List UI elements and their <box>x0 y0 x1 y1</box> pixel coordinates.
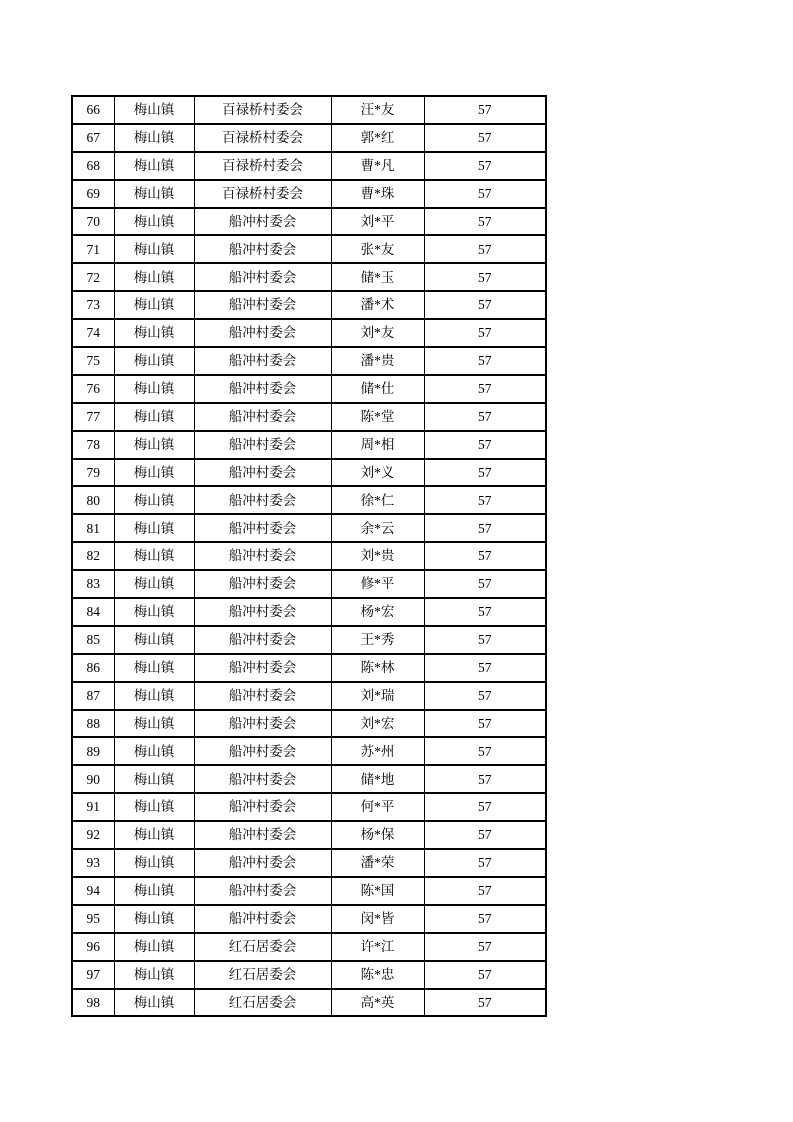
table-row <box>72 486 546 514</box>
cell-serial-number: 92 <box>72 821 114 849</box>
cell-village-committee: 船冲村委会 <box>194 403 331 431</box>
cell-town: 梅山镇 <box>114 152 194 180</box>
cell-value: 57 <box>424 319 546 347</box>
cell-person-name: 闵*皆 <box>331 905 424 933</box>
cell-person-name: 杨*宏 <box>331 598 424 626</box>
cell-serial-number: 85 <box>72 626 114 654</box>
table-row <box>72 514 546 542</box>
cell-village-committee: 船冲村委会 <box>194 570 331 598</box>
cell-village-committee: 船冲村委会 <box>194 319 331 347</box>
cell-village-committee: 船冲村委会 <box>194 486 331 514</box>
cell-village-committee: 船冲村委会 <box>194 208 331 236</box>
cell-serial-number: 88 <box>72 710 114 738</box>
cell-person-name: 何*平 <box>331 793 424 821</box>
cell-value: 57 <box>424 96 546 124</box>
cell-person-name: 修*平 <box>331 570 424 598</box>
table-row <box>72 347 546 375</box>
table-row <box>72 263 546 291</box>
cell-serial-number: 94 <box>72 877 114 905</box>
cell-serial-number: 72 <box>72 263 114 291</box>
cell-village-committee: 船冲村委会 <box>194 710 331 738</box>
cell-person-name: 郭*红 <box>331 124 424 152</box>
cell-value: 57 <box>424 263 546 291</box>
cell-value: 57 <box>424 542 546 570</box>
cell-town: 梅山镇 <box>114 431 194 459</box>
cell-village-committee: 船冲村委会 <box>194 821 331 849</box>
cell-serial-number: 69 <box>72 180 114 208</box>
cell-value: 57 <box>424 486 546 514</box>
table-row <box>72 877 546 905</box>
cell-person-name: 陈*林 <box>331 654 424 682</box>
table-row <box>72 793 546 821</box>
cell-village-committee: 船冲村委会 <box>194 877 331 905</box>
cell-value: 57 <box>424 877 546 905</box>
cell-person-name: 徐*仁 <box>331 486 424 514</box>
cell-serial-number: 95 <box>72 905 114 933</box>
cell-value: 57 <box>424 989 546 1017</box>
cell-value: 57 <box>424 124 546 152</box>
cell-person-name: 储*地 <box>331 765 424 793</box>
table-row <box>72 654 546 682</box>
cell-village-committee: 百禄桥村委会 <box>194 124 331 152</box>
cell-town: 梅山镇 <box>114 710 194 738</box>
cell-town: 梅山镇 <box>114 989 194 1017</box>
cell-town: 梅山镇 <box>114 570 194 598</box>
cell-town: 梅山镇 <box>114 793 194 821</box>
cell-town: 梅山镇 <box>114 821 194 849</box>
cell-village-committee: 红石居委会 <box>194 933 331 961</box>
cell-village-committee: 船冲村委会 <box>194 654 331 682</box>
cell-person-name: 潘*贵 <box>331 347 424 375</box>
cell-serial-number: 93 <box>72 849 114 877</box>
cell-serial-number: 83 <box>72 570 114 598</box>
cell-town: 梅山镇 <box>114 654 194 682</box>
cell-person-name: 曹*珠 <box>331 180 424 208</box>
cell-value: 57 <box>424 208 546 236</box>
table-row <box>72 542 546 570</box>
cell-value: 57 <box>424 598 546 626</box>
table-row <box>72 821 546 849</box>
table-row <box>72 849 546 877</box>
table-row <box>72 989 546 1017</box>
cell-town: 梅山镇 <box>114 235 194 263</box>
cell-town: 梅山镇 <box>114 598 194 626</box>
cell-person-name: 杨*保 <box>331 821 424 849</box>
table-row <box>72 682 546 710</box>
cell-value: 57 <box>424 459 546 487</box>
cell-serial-number: 86 <box>72 654 114 682</box>
cell-town: 梅山镇 <box>114 403 194 431</box>
cell-village-committee: 船冲村委会 <box>194 682 331 710</box>
table-row <box>72 96 546 124</box>
cell-person-name: 刘*贵 <box>331 542 424 570</box>
cell-serial-number: 97 <box>72 961 114 989</box>
cell-serial-number: 81 <box>72 514 114 542</box>
table-row <box>72 235 546 263</box>
cell-value: 57 <box>424 793 546 821</box>
cell-person-name: 储*玉 <box>331 263 424 291</box>
cell-person-name: 陈*堂 <box>331 403 424 431</box>
cell-village-committee: 船冲村委会 <box>194 375 331 403</box>
cell-value: 57 <box>424 347 546 375</box>
cell-town: 梅山镇 <box>114 347 194 375</box>
cell-value: 57 <box>424 403 546 431</box>
cell-town: 梅山镇 <box>114 933 194 961</box>
cell-person-name: 陈*忠 <box>331 961 424 989</box>
cell-serial-number: 68 <box>72 152 114 180</box>
cell-value: 57 <box>424 849 546 877</box>
cell-serial-number: 78 <box>72 431 114 459</box>
cell-town: 梅山镇 <box>114 877 194 905</box>
cell-person-name: 潘*术 <box>331 291 424 319</box>
cell-town: 梅山镇 <box>114 291 194 319</box>
cell-value: 57 <box>424 152 546 180</box>
records-table <box>71 95 547 1017</box>
table-row <box>72 431 546 459</box>
table-row <box>72 124 546 152</box>
cell-value: 57 <box>424 905 546 933</box>
cell-town: 梅山镇 <box>114 208 194 236</box>
cell-village-committee: 百禄桥村委会 <box>194 96 331 124</box>
table-row <box>72 961 546 989</box>
cell-value: 57 <box>424 291 546 319</box>
cell-village-committee: 百禄桥村委会 <box>194 152 331 180</box>
cell-serial-number: 91 <box>72 793 114 821</box>
table-row <box>72 598 546 626</box>
cell-village-committee: 船冲村委会 <box>194 291 331 319</box>
cell-town: 梅山镇 <box>114 375 194 403</box>
cell-village-committee: 船冲村委会 <box>194 514 331 542</box>
cell-village-committee: 船冲村委会 <box>194 235 331 263</box>
cell-value: 57 <box>424 961 546 989</box>
cell-town: 梅山镇 <box>114 180 194 208</box>
cell-town: 梅山镇 <box>114 514 194 542</box>
cell-person-name: 周*相 <box>331 431 424 459</box>
cell-town: 梅山镇 <box>114 905 194 933</box>
cell-value: 57 <box>424 235 546 263</box>
cell-value: 57 <box>424 821 546 849</box>
cell-person-name: 曹*凡 <box>331 152 424 180</box>
cell-village-committee: 船冲村委会 <box>194 849 331 877</box>
cell-person-name: 余*云 <box>331 514 424 542</box>
cell-value: 57 <box>424 514 546 542</box>
cell-person-name: 苏*州 <box>331 737 424 765</box>
table-row <box>72 710 546 738</box>
cell-serial-number: 67 <box>72 124 114 152</box>
cell-serial-number: 82 <box>72 542 114 570</box>
cell-serial-number: 98 <box>72 989 114 1017</box>
table-row <box>72 291 546 319</box>
cell-value: 57 <box>424 431 546 459</box>
table-row <box>72 180 546 208</box>
table-row <box>72 208 546 236</box>
cell-village-committee: 船冲村委会 <box>194 347 331 375</box>
cell-serial-number: 79 <box>72 459 114 487</box>
table-row <box>72 737 546 765</box>
cell-person-name: 张*友 <box>331 235 424 263</box>
cell-serial-number: 70 <box>72 208 114 236</box>
cell-serial-number: 74 <box>72 319 114 347</box>
cell-village-committee: 船冲村委会 <box>194 598 331 626</box>
cell-value: 57 <box>424 710 546 738</box>
table-body <box>72 96 546 1016</box>
table-row <box>72 570 546 598</box>
cell-serial-number: 80 <box>72 486 114 514</box>
cell-person-name: 刘*友 <box>331 319 424 347</box>
cell-serial-number: 77 <box>72 403 114 431</box>
table-row <box>72 319 546 347</box>
cell-village-committee: 百禄桥村委会 <box>194 180 331 208</box>
table-row <box>72 152 546 180</box>
cell-village-committee: 船冲村委会 <box>194 905 331 933</box>
table-row <box>72 905 546 933</box>
cell-serial-number: 73 <box>72 291 114 319</box>
cell-value: 57 <box>424 933 546 961</box>
cell-serial-number: 89 <box>72 737 114 765</box>
cell-village-committee: 船冲村委会 <box>194 459 331 487</box>
table-row <box>72 403 546 431</box>
cell-village-committee: 船冲村委会 <box>194 765 331 793</box>
cell-town: 梅山镇 <box>114 765 194 793</box>
cell-serial-number: 87 <box>72 682 114 710</box>
cell-value: 57 <box>424 626 546 654</box>
cell-serial-number: 71 <box>72 235 114 263</box>
cell-village-committee: 红石居委会 <box>194 989 331 1017</box>
cell-value: 57 <box>424 737 546 765</box>
cell-person-name: 储*仕 <box>331 375 424 403</box>
table-row <box>72 626 546 654</box>
cell-town: 梅山镇 <box>114 682 194 710</box>
cell-person-name: 许*江 <box>331 933 424 961</box>
cell-person-name: 刘*瑞 <box>331 682 424 710</box>
cell-village-committee: 船冲村委会 <box>194 431 331 459</box>
table-row <box>72 459 546 487</box>
cell-person-name: 高*英 <box>331 989 424 1017</box>
cell-person-name: 王*秀 <box>331 626 424 654</box>
cell-town: 梅山镇 <box>114 626 194 654</box>
cell-person-name: 汪*友 <box>331 96 424 124</box>
cell-serial-number: 76 <box>72 375 114 403</box>
cell-village-committee: 船冲村委会 <box>194 542 331 570</box>
cell-person-name: 刘*平 <box>331 208 424 236</box>
cell-town: 梅山镇 <box>114 263 194 291</box>
cell-value: 57 <box>424 375 546 403</box>
table-row <box>72 375 546 403</box>
cell-town: 梅山镇 <box>114 319 194 347</box>
cell-serial-number: 84 <box>72 598 114 626</box>
table-row <box>72 765 546 793</box>
cell-town: 梅山镇 <box>114 961 194 989</box>
cell-person-name: 潘*荣 <box>331 849 424 877</box>
cell-village-committee: 红石居委会 <box>194 961 331 989</box>
cell-person-name: 刘*义 <box>331 459 424 487</box>
cell-person-name: 刘*宏 <box>331 710 424 738</box>
cell-village-committee: 船冲村委会 <box>194 793 331 821</box>
cell-village-committee: 船冲村委会 <box>194 737 331 765</box>
cell-town: 梅山镇 <box>114 459 194 487</box>
cell-town: 梅山镇 <box>114 96 194 124</box>
cell-town: 梅山镇 <box>114 124 194 152</box>
cell-value: 57 <box>424 654 546 682</box>
cell-serial-number: 75 <box>72 347 114 375</box>
cell-person-name: 陈*国 <box>331 877 424 905</box>
cell-serial-number: 90 <box>72 765 114 793</box>
cell-town: 梅山镇 <box>114 542 194 570</box>
cell-value: 57 <box>424 570 546 598</box>
cell-serial-number: 96 <box>72 933 114 961</box>
cell-value: 57 <box>424 180 546 208</box>
cell-serial-number: 66 <box>72 96 114 124</box>
cell-town: 梅山镇 <box>114 486 194 514</box>
cell-town: 梅山镇 <box>114 849 194 877</box>
cell-town: 梅山镇 <box>114 737 194 765</box>
cell-value: 57 <box>424 682 546 710</box>
table-row <box>72 933 546 961</box>
cell-village-committee: 船冲村委会 <box>194 263 331 291</box>
cell-village-committee: 船冲村委会 <box>194 626 331 654</box>
cell-value: 57 <box>424 765 546 793</box>
